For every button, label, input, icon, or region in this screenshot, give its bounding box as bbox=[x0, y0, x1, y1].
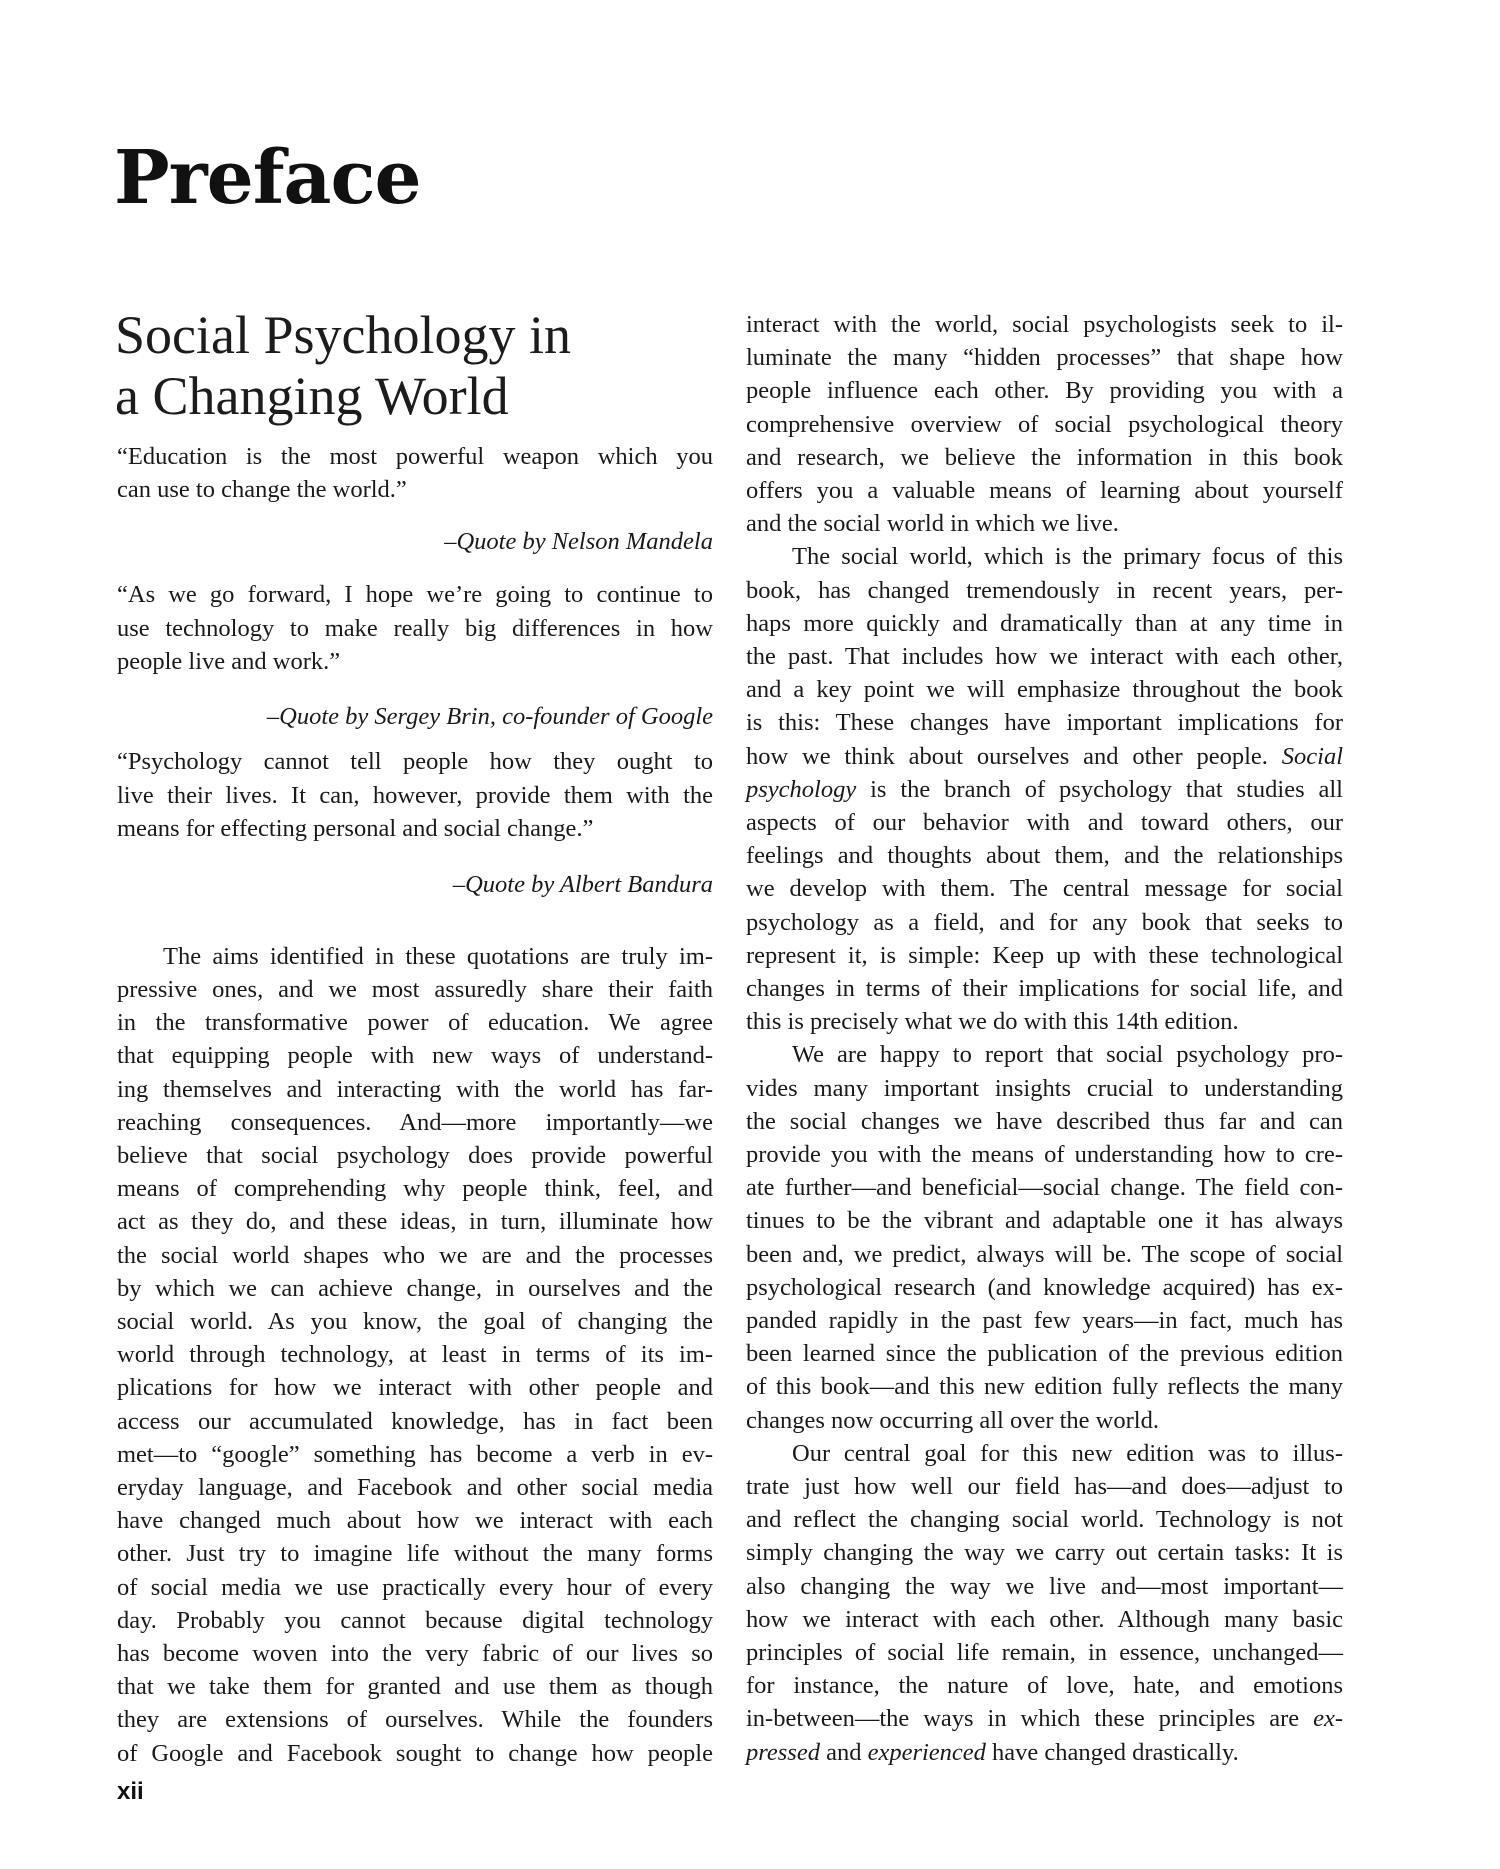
body-line: panded rapidly in the past few years—in fact, much has bbox=[746, 1307, 1343, 1334]
body-line: the social changes we have described thus far and can bbox=[746, 1108, 1343, 1135]
body-line: trate just how well our field has—and does—adjust to bbox=[746, 1473, 1343, 1500]
body-line: social world. As you know, the goal of changing the bbox=[117, 1308, 713, 1335]
body-line: means of comprehending why people think, feel, and bbox=[117, 1175, 713, 1202]
body-line: vides many important insights crucial to understanding bbox=[746, 1075, 1343, 1102]
body-line: offers you a valuable means of learning about yourself bbox=[746, 477, 1343, 504]
body-line: been learned since the publication of the previous edition bbox=[746, 1340, 1343, 1367]
body-line: that we take them for granted and use them as though bbox=[117, 1673, 713, 1700]
body-line: book, has changed tremendously in recent years, per- bbox=[746, 577, 1343, 604]
body-line: We are happy to report that social psychology pro- bbox=[792, 1041, 1343, 1068]
body-line: day. Probably you cannot because digital technology bbox=[117, 1607, 713, 1634]
body-line: luminate the many “hidden processes” that shape how bbox=[746, 344, 1343, 371]
body-line: in the transformative power of education. We agree bbox=[117, 1009, 713, 1036]
body-line: that equipping people with new ways of understand- bbox=[117, 1042, 713, 1069]
body-line: changes in terms of their implications for social life, and bbox=[746, 975, 1343, 1002]
body-line: interact with the world, social psychologists seek to il- bbox=[746, 311, 1343, 338]
body-line: world through technology, at least in terms of its im- bbox=[117, 1341, 713, 1368]
page-number: xii bbox=[117, 1778, 144, 1805]
body-line: plications for how we interact with other people and bbox=[117, 1374, 713, 1401]
body-line bbox=[746, 1702, 1343, 1736]
body-line: the social world shapes who we are and the processes bbox=[117, 1242, 713, 1269]
body-text: in-between—the ways in which these principles are bbox=[746, 1705, 1314, 1732]
body-line: have changed much about how we interact with each bbox=[117, 1507, 713, 1534]
quote-attribution: –Quote by Nelson Mandela bbox=[444, 528, 713, 555]
body-text: is the branch of psychology that studies all bbox=[856, 776, 1343, 803]
body-line: provide you with the means of understanding how to cre- bbox=[746, 1141, 1343, 1168]
quote-line: people live and work.” bbox=[117, 648, 341, 675]
body-line: and a key point we will emphasize throughout the book bbox=[746, 676, 1343, 703]
body-line: we develop with them. The central message for social bbox=[746, 875, 1343, 902]
italic-term: psychology bbox=[746, 776, 857, 803]
quote-line: “Psychology cannot tell people how they ought to bbox=[117, 748, 713, 775]
body-line: they are extensions of ourselves. While the founders bbox=[117, 1706, 713, 1733]
quote-line: means for effecting personal and social change.” bbox=[117, 815, 594, 842]
section-heading-line: Social Psychology in bbox=[115, 305, 571, 365]
italic-term: pressed bbox=[746, 1739, 820, 1766]
quote-line: use technology to make really big differences in how bbox=[117, 615, 713, 642]
body-line: ing themselves and interacting with the world has far- bbox=[117, 1076, 713, 1103]
body-line: simply changing the way we carry out certain tasks: It is bbox=[746, 1539, 1343, 1566]
body-line: tinues to be the vibrant and adaptable one it has always bbox=[746, 1207, 1343, 1234]
body-line bbox=[746, 1736, 1343, 1770]
body-line: Our central goal for this new edition was to illus- bbox=[792, 1440, 1343, 1467]
body-line: of this book—and this new edition fully reflects the many bbox=[746, 1373, 1343, 1400]
body-line: act as they do, and these ideas, in turn, illuminate how bbox=[117, 1208, 713, 1235]
body-line bbox=[746, 773, 1343, 807]
body-text: and bbox=[819, 1739, 868, 1766]
body-line: aspects of our behavior with and toward others, our bbox=[746, 809, 1343, 836]
body-line: been and, we predict, always will be. The scope of social bbox=[746, 1241, 1343, 1268]
body-line: has become woven into the very fabric of our lives so bbox=[117, 1640, 713, 1667]
italic-term: Social bbox=[1281, 743, 1344, 770]
body-line: and reflect the changing social world. Technology is not bbox=[746, 1506, 1343, 1533]
quote-line: “As we go forward, I hope we’re going to continue to bbox=[117, 581, 713, 608]
body-line: represent it, is simple: Keep up with these technological bbox=[746, 942, 1343, 969]
body-text: have changed drastically. bbox=[985, 1739, 1239, 1766]
body-line: principles of social life remain, in essence, unchanged— bbox=[746, 1639, 1343, 1666]
body-line: comprehensive overview of social psychological theory bbox=[746, 411, 1343, 438]
body-line: and the social world in which we live. bbox=[746, 510, 1119, 537]
section-heading-line: a Changing World bbox=[115, 366, 509, 426]
page-title: Preface bbox=[114, 135, 421, 221]
body-line: access our accumulated knowledge, has in fact been bbox=[117, 1408, 713, 1435]
body-line: this is precisely what we do with this 14th edition. bbox=[746, 1008, 1239, 1035]
section-heading bbox=[115, 305, 735, 427]
quote-line: can use to change the world.” bbox=[117, 476, 407, 503]
body-line: by which we can achieve change, in ourselves and the bbox=[117, 1275, 713, 1302]
quote-line: “Education is the most powerful weapon which you bbox=[117, 443, 713, 470]
body-line: ate further—and beneficial—social change. The field con- bbox=[746, 1174, 1343, 1201]
body-line: of social media we use practically every hour of every bbox=[117, 1574, 713, 1601]
body-line: feelings and thoughts about them, and the relationships bbox=[746, 842, 1343, 869]
body-line: The aims identified in these quotations are truly im- bbox=[163, 943, 713, 970]
body-line: of Google and Facebook sought to change how people bbox=[117, 1740, 713, 1767]
body-line: psychological research (and knowledge acquired) has ex- bbox=[746, 1274, 1343, 1301]
body-line: The social world, which is the primary focus of this bbox=[792, 543, 1343, 570]
quote-line: live their lives. It can, however, provide them with the bbox=[117, 782, 713, 809]
body-line: pressive ones, and we most assuredly share their faith bbox=[117, 976, 713, 1003]
body-line: haps more quickly and dramatically than at any time in bbox=[746, 610, 1343, 637]
body-line: for instance, the nature of love, hate, and emotions bbox=[746, 1672, 1343, 1699]
body-text: how we think about ourselves and other people. bbox=[746, 743, 1268, 770]
body-line: also changing the way we live and—most important— bbox=[746, 1573, 1343, 1600]
body-line bbox=[746, 740, 1343, 774]
quote-attribution: –Quote by Albert Bandura bbox=[452, 871, 713, 898]
body-line: is this: These changes have important implications for bbox=[746, 709, 1343, 736]
body-line: reaching consequences. And—more importantly—we bbox=[117, 1109, 713, 1136]
body-line: and research, we believe the information in this book bbox=[746, 444, 1343, 471]
body-line: psychology as a field, and for any book that seeks to bbox=[746, 909, 1343, 936]
body-line: eryday language, and Facebook and other social media bbox=[117, 1474, 713, 1501]
body-line: the past. That includes how we interact with each other, bbox=[746, 643, 1343, 670]
body-line: met—to “google” something has become a verb in ev- bbox=[117, 1441, 713, 1468]
italic-term: experienced bbox=[867, 1739, 986, 1766]
body-line: how we interact with each other. Although many basic bbox=[746, 1606, 1343, 1633]
body-line: believe that social psychology does provide powerful bbox=[117, 1142, 713, 1169]
body-line: changes now occurring all over the world. bbox=[746, 1407, 1159, 1434]
body-line: other. Just try to imagine life without the many forms bbox=[117, 1540, 713, 1567]
body-line: people influence each other. By providing you with a bbox=[746, 377, 1343, 404]
italic-term: ex- bbox=[1313, 1705, 1343, 1732]
quote-attribution: –Quote by Sergey Brin, co-founder of Google bbox=[266, 703, 713, 730]
